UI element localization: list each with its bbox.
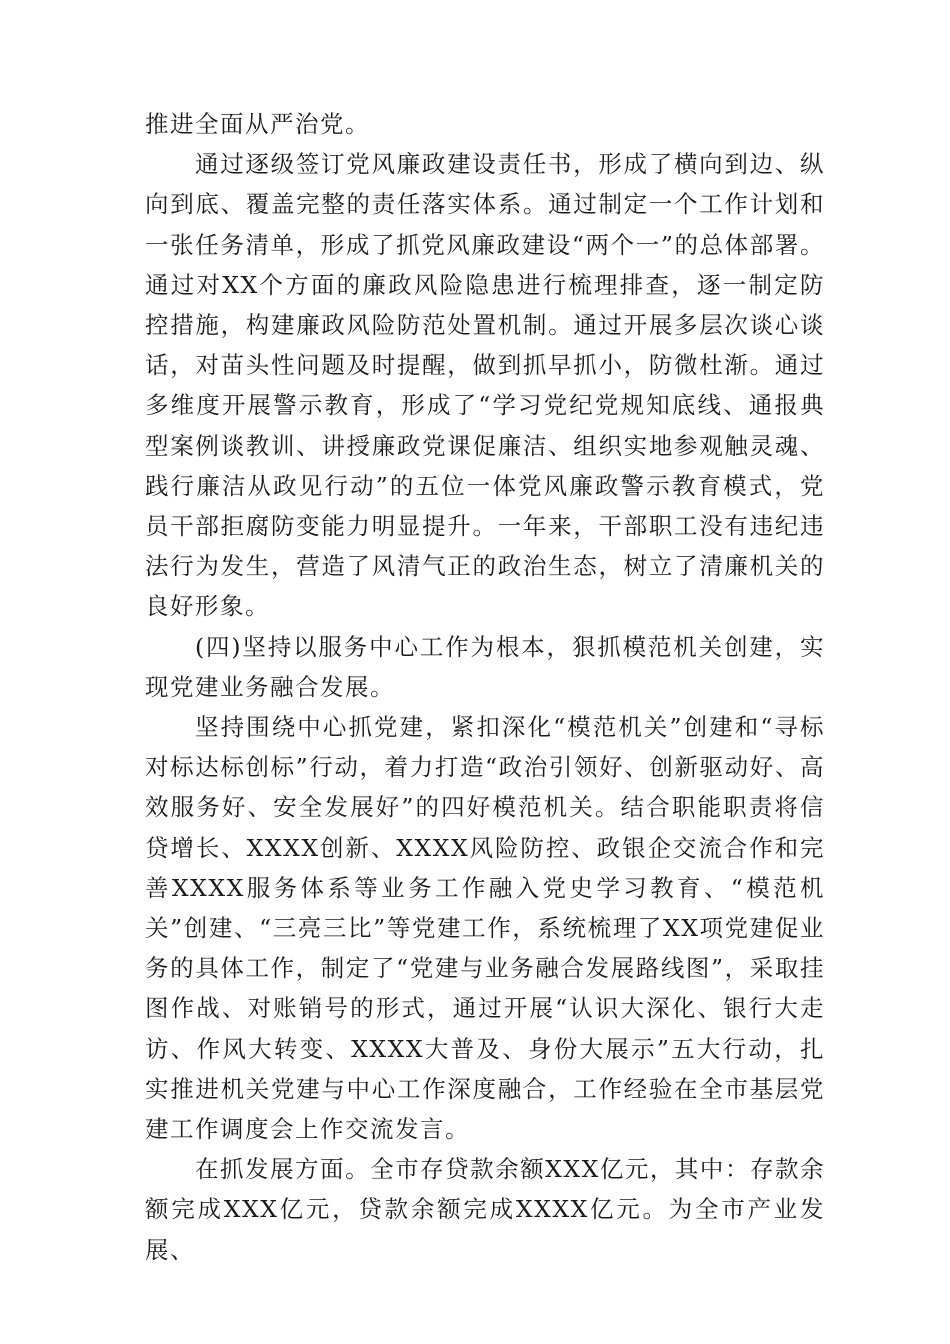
section-heading-model-organ: (四)坚持以服务中心工作为根本，狠抓模范机关创建，实现党建业务融合发展。 <box>145 632 825 701</box>
document-body <box>145 104 825 1270</box>
paragraph-development: 在抓发展方面。全市存贷款余额XXX亿元，其中：存款余额完成XXX亿元，贷款余额完成XXXX亿元。为全市产业发展、 <box>145 1155 825 1264</box>
paragraph-party-business-integration: 坚持围绕中心抓党建，紧扣深化“模范机关”创建和“寻标对标达标创标”行动，着力打造“政治引领好、创新驱动好、高效服务好、安全发展好”的四好模范机关。结合职能职责将信贷增长、XXXX创新、XXXX风险防控、政银企交流合作和完善XXXX服务体系等业务工作融入党史学习教育、“模范机关”创建、“三亮三比”等党建工作，系统梳理了XX项党建促业务的具体工作，制定了“党建与业务融合发展路线图”，采取挂图作战、对账销号的形式，通过开展“认识大深化、银行大走访、作风大转变、XXXX大普及、身份大展示”五大行动，扎实推进机关党建与中心工作深度融合，工作经验在全市基层党建工作调度会上作交流发言。 <box>145 713 825 1144</box>
paragraph-integrity-responsibility: 通过逐级签订党风廉政建设责任书，形成了横向到边、纵向到底、覆盖完整的责任落实体系。通过制定一个工作计划和一张任务清单，形成了抓党风廉政建设“两个一”的总体部署。通过对XX个方面的廉政风险隐患进行梳理排查，逐一制定防控措施，构建廉政风险防范处置机制。通过开展多层次谈心谈话，对苗头性问题及时提醒，做到抓早抓小，防微杜渐。通过多维度开展警示教育，形成了“学习党纪党规知底线、通报典型案例谈教训、讲授廉政党课促廉洁、组织实地参观触灵魂、践行廉洁从政见行动”的五位一体党风廉政警示教育模式，党员干部拒腐防变能力明显提升。一年来，干部职工没有违纪违法行为发生，营造了风清气正的政治生态，树立了清廉机关的良好形象。 <box>145 150 825 621</box>
paragraph-continuation: 推进全面从严治党。 <box>145 110 370 138</box>
